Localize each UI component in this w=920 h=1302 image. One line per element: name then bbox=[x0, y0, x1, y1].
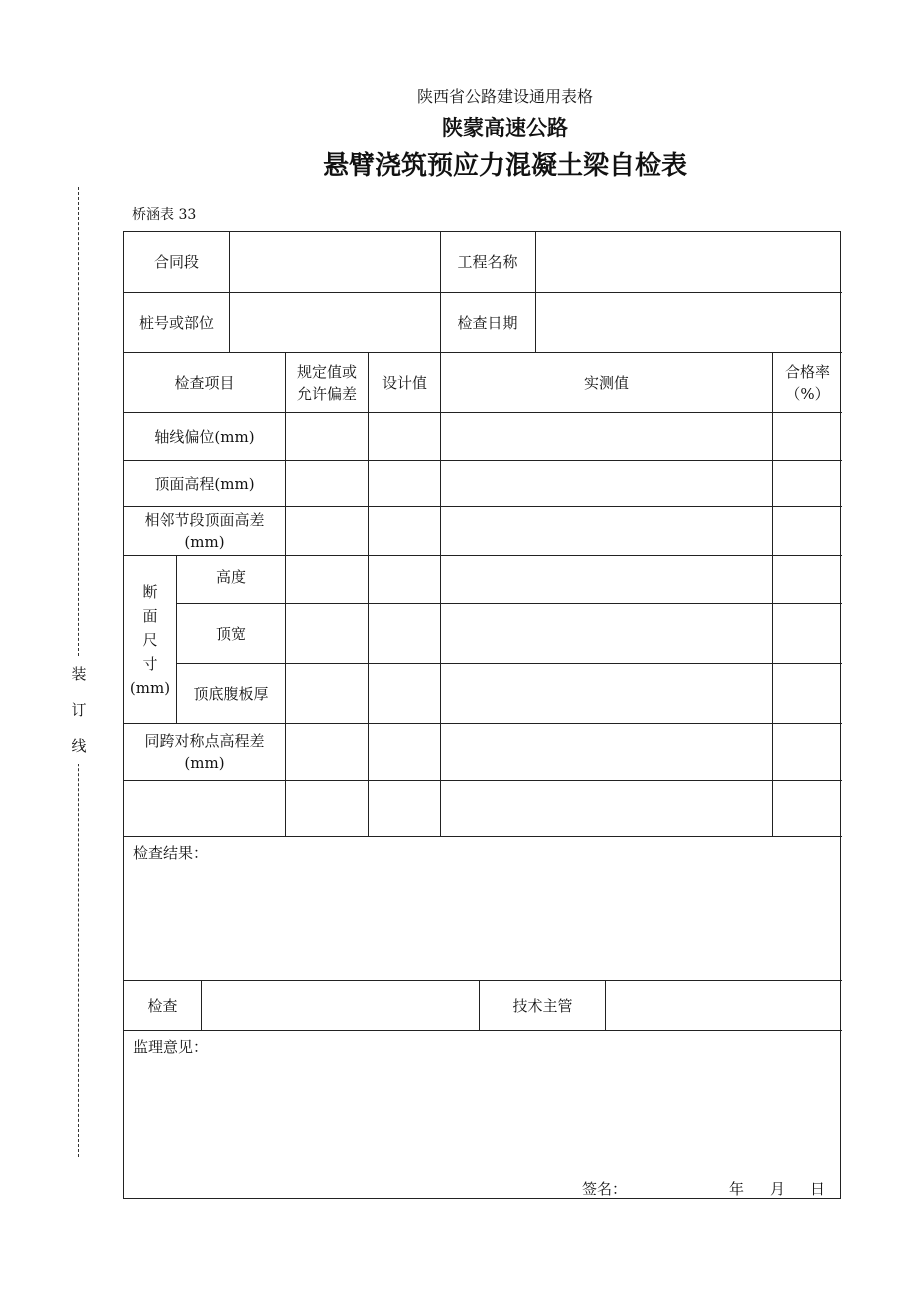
row-plate-thickness: 顶底腹板厚 bbox=[193, 684, 269, 703]
station-label: 桩号或部位 bbox=[138, 313, 214, 332]
row-top-width: 顶宽 bbox=[215, 624, 246, 643]
tech-supervisor-field[interactable] bbox=[606, 981, 842, 1030]
inspection-result-label: 检查结果： bbox=[133, 844, 209, 862]
sign-month: 月 bbox=[770, 1180, 786, 1198]
inspection-result-area[interactable] bbox=[124, 862, 842, 980]
tech-supervisor-label: 技术主管 bbox=[512, 996, 573, 1015]
org-header: 陕西省公路建设通用表格 bbox=[416, 87, 593, 106]
row-symmetric-diff: 同跨对称点高程差 (mm) bbox=[144, 732, 265, 772]
row-height: 高度 bbox=[215, 568, 246, 586]
row-axis: 轴线偏位(mm) bbox=[154, 427, 255, 446]
row-blank[interactable] bbox=[124, 781, 285, 836]
col-tolerance: 规定值或 允许偏差 bbox=[296, 362, 357, 403]
date-label: 检查日期 bbox=[457, 313, 518, 332]
form-title: 悬臂浇筑预应力混凝土梁自检表 bbox=[322, 151, 687, 181]
supervision-area[interactable] bbox=[124, 1057, 842, 1172]
sign-year: 年 bbox=[729, 1180, 745, 1198]
row-section-dimensions: 断 面 尺 寸 (mm) bbox=[129, 582, 171, 697]
inspection-table bbox=[123, 231, 841, 1199]
project-name-field[interactable] bbox=[536, 232, 842, 292]
project-name-label: 工程名称 bbox=[457, 253, 518, 271]
supervision-label: 监理意见： bbox=[133, 1038, 209, 1056]
inspector-label: 检查 bbox=[147, 996, 178, 1015]
station-field[interactable] bbox=[230, 293, 440, 352]
binding-char: 装 bbox=[71, 665, 87, 683]
col-measured: 实测值 bbox=[583, 373, 629, 392]
date-field[interactable] bbox=[536, 293, 842, 352]
signature-label: 签名： bbox=[582, 1180, 628, 1198]
contract-label: 合同段 bbox=[153, 253, 199, 271]
binding-label bbox=[70, 656, 88, 764]
binding-char: 订 bbox=[71, 701, 87, 719]
form-number: 桥涵表 33 bbox=[132, 207, 197, 223]
col-design: 设计值 bbox=[381, 373, 427, 392]
project-title: 陕蒙高速公路 bbox=[442, 116, 568, 140]
row-adjacent-diff: 相邻节段顶面高差 (mm) bbox=[144, 511, 265, 551]
row-top-elevation: 顶面高程(mm) bbox=[154, 474, 255, 493]
inspector-field[interactable] bbox=[202, 981, 479, 1030]
sign-day: 日 bbox=[810, 1180, 826, 1198]
binding-char: 线 bbox=[71, 737, 87, 755]
col-pass-rate: 合格率 （%） bbox=[784, 362, 830, 403]
col-item: 检查项目 bbox=[174, 373, 235, 392]
contract-field[interactable] bbox=[230, 232, 440, 292]
